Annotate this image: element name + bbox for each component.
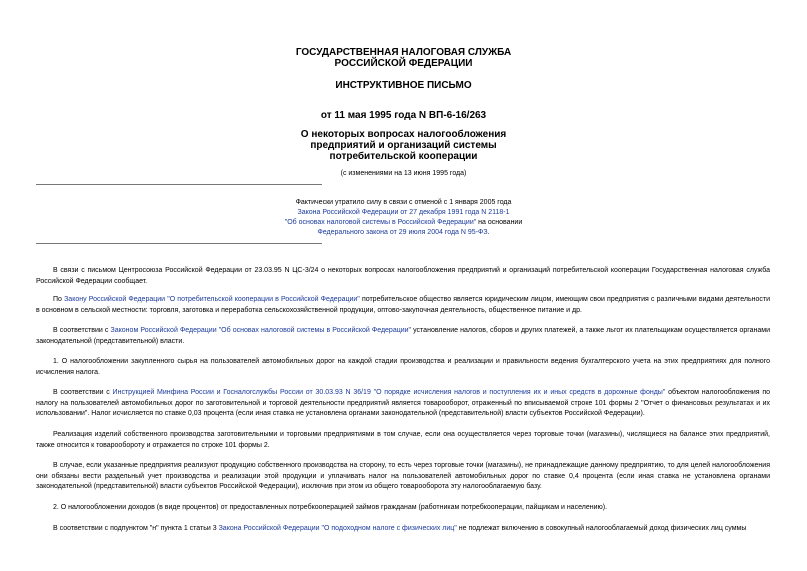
org-name-line2: РОССИЙСКОЙ ФЕДЕРАЦИИ [334,58,473,69]
instruction-link[interactable]: Инструкцией Минфина России и Госналогслужбы России от 30.03.93 N 36/19 "О порядке исчисления налогов и поступления их и иных средств в дорожные фонды" [112,389,666,396]
paragraph-item-1: 1. О налогообложении закупленного сырья на пользователей автомобильных дорог на каждой стадии производства и реализации и правильности ведения бухгалтерского учета на этих предприятиях для полного исчисления налога. [36,358,770,376]
p3-text-a: В соответствии с [53,327,111,334]
status-note-line3-text: на основании [476,219,523,226]
amendments-note: (с изменениями на 13 июня 1995 года) [340,170,467,177]
p2-text-b: потребительское общество является юридическим лицом, имеющим свои предприятия с различными видами деятельности в основном в сельской местности: торговля, заготовка и переработка сельскохозяйственной продукции, оптово-закупочная деятельность, общественное питание и др. [36,296,770,314]
paragraph-tax-basis [36,326,770,347]
status-note-line3 [0,218,807,228]
paragraph-instruction [36,388,770,420]
tax-system-law-link[interactable]: Законом Российской Федерации "Об основах налоговой системы в Российской Федерации" [110,327,412,334]
federal-law-link[interactable]: Федерального закона от 29 июля 2004 года N 95-ФЗ [317,229,488,236]
status-law-link[interactable]: Закона Российской Федерации от 27 декабря 1991 года N 2118-1 [297,209,510,216]
p5-text-b: объектом налогообложения по налогу на пользователей автомобильных дорог по заготовительной и торговой деятельности предприятий является товарооборот, отраженный по вписываемой строке 101 формы 2 "Отчет о финансовых результатах и их использовании". Налог исчисляется по ставке 0,03 процента (если иная ставка не установлена органами законодательной (представительной) власти субъектов Российской Федерации). [36,389,771,417]
org-name-line1: ГОСУДАРСТВЕННАЯ НАЛОГОВАЯ СЛУЖБА [295,47,512,58]
status-note-line1: Фактически утратило силу в связи с отменой с 1 января 2005 года [295,199,512,206]
p5-text-a: В соответствии с [53,389,113,396]
status-note-line4 [0,228,807,238]
paragraph-intro: В связи с письмом Центросоюза Российской Федерации от 23.03.95 N ЦС-3/24 о некоторых вопросах налогообложения предприятий и организаций потребительской кооперации Государственная налоговая служба Российской Федерации сообщает. [36,267,770,285]
cooperation-law-link[interactable]: Закону Российской Федерации "О потребительской кооперации в Российской Федерации" [64,296,360,303]
paragraph-side-sales: В случае, если указанные предприятия реализуют продукцию собственного производства на сторону, то есть через торговые точки (магазины), не принадлежащие данному предприятию, то для целей налогообложения они обязаны вести раздельный учет производства и реализации этой продукции и уплачивать налог на пользователей автомобильных дорог по ставке 0,4 процента (если иная ставка не установлена органами законодательной (представительной) власти субъектов Российской Федерации), исключив при этом из общего товарооборота эту налогооблагаемую базу. [36,462,770,490]
p9-text-a: В соответствии с подпунктом "н" пункта 1 статьи 3 [53,525,219,532]
status-law-title-link[interactable]: "Об основах налоговой системы в Российской Федерации" [284,219,477,226]
doc-title-line2: предприятий и организаций системы [310,140,497,151]
paragraph-cooperation [36,295,770,316]
paragraph-income-tax [36,524,770,535]
doc-date: от 11 мая 1995 года N ВП-6-16/263 [320,110,487,121]
divider-bottom [36,243,322,244]
doc-title-line3: потребительской кооперации [329,151,478,162]
p9-text-b: не подлежат включению в совокупный налогооблагаемый доход физических лиц суммы [456,525,747,532]
p2-text-a: По [53,296,65,303]
paragraph-own-production: Реализация изделий собственного производства заготовительными и торговыми предприятиями в том случае, если она осуществляется через торговые точки (магазины), числящиеся на балансе этих предприятий, также относится к товарообороту и отражается по строке 101 формы 2. [36,431,770,449]
paragraph-item-2: 2. О налогообложении доходов (в виде процентов) от предоставленных потребкооперацией займов гражданам (работникам потребкооперации, пайщикам и населению). [53,504,608,511]
doc-type: ИНСТРУКТИВНОЕ ПИСЬМО [335,80,472,91]
p3-text-b: установление налогов, сборов и других платежей, а также льгот их плательщикам осуществляется органами законодательной (представительной) власти. [36,327,771,345]
doc-title-line1: О некоторых вопросах налогообложения [300,129,507,140]
divider-top [36,184,322,185]
status-note-line4-text: . [487,229,490,236]
status-note-line2 [0,208,807,218]
income-tax-law-link[interactable]: Закона Российской Федерации "О подоходном налоге с физических лиц" [218,525,457,532]
